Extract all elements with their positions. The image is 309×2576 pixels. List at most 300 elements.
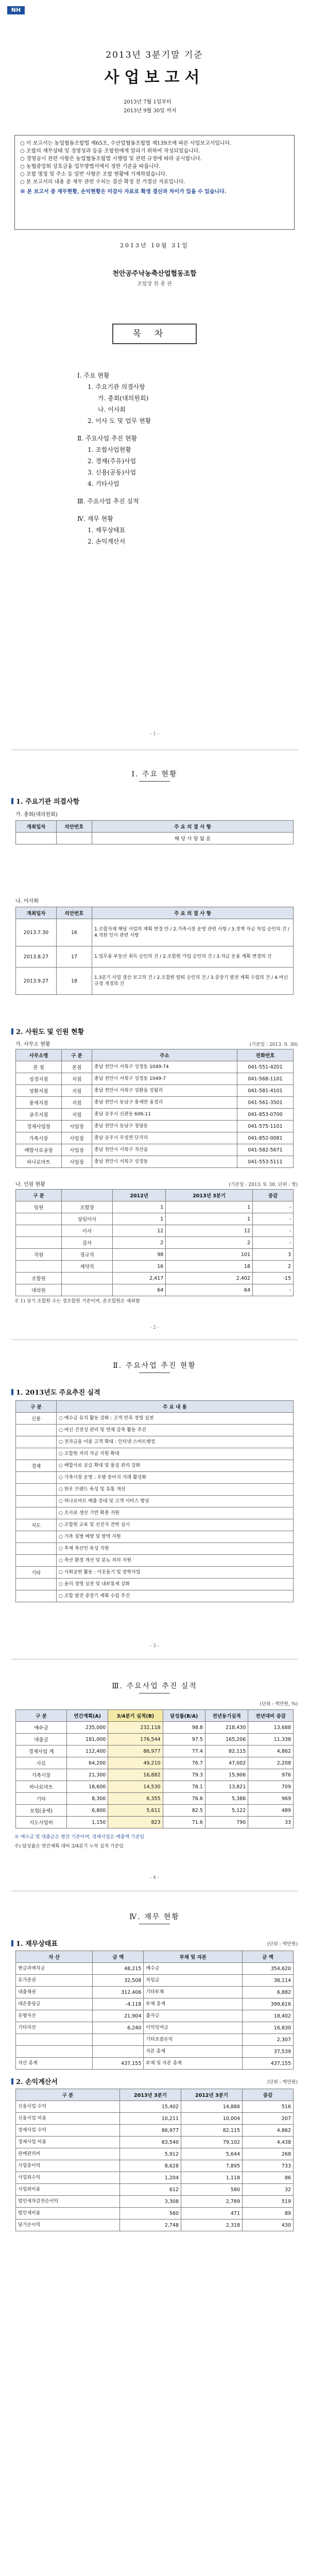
page-number: - 2 -: [150, 1325, 159, 1330]
table-cell: 1.조합자재 해당 사업의 계획 변경 안 / 2.가축시장 운영 관련 사항 / 3.정책 자금 차입 승인의 건 / 4.직원 인사 관련 사항: [92, 919, 294, 946]
table-cell: 37,539: [243, 2046, 294, 2058]
table-cell: 부채 총계: [144, 1998, 243, 2010]
table-cell: 경제사업 수익: [16, 2125, 120, 2137]
notice-box: [14, 135, 295, 230]
table-cell: 성환지점: [16, 1085, 62, 1097]
table-cell: 지점: [62, 1085, 92, 1097]
col-header: 의안번호: [57, 821, 92, 833]
table-cell: 상임이사: [62, 1213, 113, 1225]
table-row: [16, 1734, 294, 1745]
table-cell: 580: [181, 2184, 243, 2196]
table-cell: 보험(공제): [16, 1805, 67, 1817]
table-row: [16, 1998, 294, 2010]
table-cell: 2: [253, 1261, 294, 1273]
table-row: [16, 1963, 294, 1975]
table-cell: 14,886: [181, 2101, 243, 2113]
sub-heading: 가. 사무소 현황: [15, 1042, 50, 1047]
notice-note: ※ 본 보고서 중 재무현황, 손익현황은 미감사 자료로 확정 결산과 차이가 있을 수 있습니다.: [20, 189, 227, 195]
table-cell: 489: [248, 1805, 294, 1817]
table-cell: [16, 1531, 57, 1543]
table-cell: 충남 천안시 동남구 청당동: [92, 1121, 237, 1132]
table-cell: 정규직: [62, 1249, 113, 1261]
col-header: 개최일자: [16, 907, 57, 919]
toc-sub-item[interactable]: 4. 기타사업: [88, 480, 119, 487]
table-cell: 13,821: [205, 1781, 248, 1793]
table-cell: 예수금: [16, 1722, 67, 1734]
table-cell: 사업장: [62, 1144, 92, 1156]
table-row: [16, 1975, 294, 1987]
table-cell: 268: [243, 2148, 294, 2160]
table-cell: 6,800: [67, 1805, 108, 1817]
table-row: [16, 1579, 294, 1590]
table-cell: -: [253, 1213, 294, 1225]
table-cell: 399,616: [243, 1998, 294, 2010]
table-cell: [16, 2034, 93, 2046]
table-cell: 64: [113, 1284, 166, 1296]
table-cell: 516: [243, 2101, 294, 2113]
table-cell: ○ 후계 축산인 육성 지원: [57, 1543, 294, 1555]
table-cell: 437,155: [93, 2058, 144, 2070]
table-cell: 165,206: [205, 1734, 248, 1745]
table-cell: 041-852-0081: [237, 1132, 294, 1144]
col-header: 주 요 의 결 사 항: [92, 907, 294, 919]
table-cell: 12: [113, 1225, 166, 1237]
table-cell: 법인세차감전순이익: [16, 2196, 120, 2208]
toc-sub-item[interactable]: 가. 총회(대의원회): [98, 395, 149, 402]
table-cell: 대손충당금: [16, 1998, 93, 2010]
toc-main-item[interactable]: Ⅲ. 주요사업 추진 실적: [77, 498, 139, 505]
section-title: Ⅰ. 주요 현황: [131, 770, 178, 778]
table-cell: 충남 천안시 서북구 성정동 1049-74: [92, 1061, 237, 1073]
table-cell: 사업장: [62, 1156, 92, 1168]
table-cell: 4,862: [243, 2125, 294, 2137]
subsection-heading: 1. 2013년도 주요추진 실적: [11, 1387, 100, 1397]
table-cell: 79,102: [181, 2137, 243, 2148]
table-cell: [16, 1425, 57, 1436]
col-header: 자 산: [16, 1951, 93, 1963]
col-header: 주소: [92, 1049, 237, 1061]
col-header: 주 요 의 결 사 항: [92, 821, 294, 833]
cover-meta-line: 2013년 7월 1일부터: [124, 99, 171, 105]
table-cell: 16,830: [243, 2022, 294, 2034]
col-header: 금 액: [93, 1951, 144, 1963]
toc-sub-item[interactable]: 1. 주요기관 의결사항: [88, 383, 145, 391]
table-cell: 출자금: [144, 2010, 243, 2022]
table-cell: -4,118: [93, 1998, 144, 2010]
table-cell: 경제: [16, 1460, 57, 1472]
table-cell: 이사: [62, 1225, 113, 1237]
toc-main-item[interactable]: Ⅱ. 주요사업 추진 현황: [77, 435, 138, 442]
table-cell: 2013.8.27: [16, 946, 57, 968]
col-header: 전년대비 증감: [248, 1710, 294, 1722]
table-cell: 6,240: [93, 2022, 144, 2034]
table-cell: 82.5: [163, 1805, 205, 1817]
table-cell: [16, 1448, 57, 1460]
table-cell: 18: [166, 1261, 253, 1273]
board-meeting-table: [15, 907, 294, 995]
col-header: 구 분: [16, 2089, 120, 2101]
table-cell: 48,215: [93, 1963, 144, 1975]
table-cell: 16,882: [108, 1769, 163, 1781]
table-row: [16, 919, 294, 946]
table-row: [16, 1273, 294, 1284]
subsection-heading: 2. 사원도 및 인원 현황: [11, 1026, 84, 1036]
table-cell: 14,530: [108, 1781, 163, 1793]
table-row: [16, 1261, 294, 1273]
table-cell: ○ 조합원 저리 자금 지원 확대: [57, 1448, 294, 1460]
page-number: - 1 -: [150, 732, 159, 737]
table-row: [16, 1213, 294, 1225]
notice-line: ○ 이 보고서는 농업협동조합법 제65조, 수산업협동조합법 제139조에 따른 사업보고서입니다.: [20, 141, 232, 146]
footnote: 주 1) 상기 조합원 수는 정조합원 기준이며, 준조합원은 제외함: [14, 1299, 140, 1304]
table-cell: [16, 1484, 57, 1496]
table-cell: [16, 1590, 57, 1602]
table-cell: 경제사업 비용: [16, 2137, 120, 2148]
table-cell: 법인세비용: [16, 2208, 120, 2219]
table-cell: 16: [57, 919, 92, 946]
table-cell: 경제사업 계: [16, 1745, 67, 1757]
table-row: [16, 1781, 294, 1793]
table-cell: 1.업무용 부동산 취득 승인의 건 / 2.조합원 가입 승인의 건 / 3.자금 운용 계획 변경의 건: [92, 946, 294, 968]
notice-line: ○ 조합 명칭 및 주소 등 일반 사항은 조합 현황에 기재하였습니다.: [20, 172, 167, 177]
table-cell: 041-551-4201: [237, 1061, 294, 1073]
table-cell: 사업총이익: [16, 2160, 120, 2172]
table-cell: [62, 1273, 113, 1284]
table-row: [16, 2113, 294, 2125]
organization-name: 천안공주낙농축산업협동조합: [112, 270, 197, 278]
notice-line: ○ 조합의 재무상태 및 경영성과 등을 조합원에게 알리기 위하여 작성되었습니다.: [20, 148, 200, 154]
table-row: [16, 1567, 294, 1579]
table-cell: 32: [243, 2184, 294, 2196]
table-cell: 2,748: [120, 2219, 181, 2231]
notice-line: ○ 경영공시 관련 사항은 농업협동조합법 시행령 및 관련 규정에 따라 공시합니다.: [20, 156, 202, 162]
table-cell: 3: [253, 1249, 294, 1261]
table-cell: ○ 배합사료 공급 확대 및 품질 관리 강화: [57, 1460, 294, 1472]
toc-main-item[interactable]: Ⅳ. 재무 현황: [77, 515, 113, 522]
table-cell: ○ 가축시장 운영 : 우량 송아지 거래 활성화: [57, 1472, 294, 1484]
achievements-table: [15, 1400, 294, 1602]
table-cell: 21,904: [93, 2010, 144, 2022]
table-row: [16, 1745, 294, 1757]
table-cell: 충남 천안시 동남구 풍세면 용정리: [92, 1097, 237, 1109]
table-cell: 218,430: [205, 1722, 248, 1734]
table-cell: [16, 1555, 57, 1567]
table-cell: 지도: [16, 1519, 57, 1531]
table-cell: 5,122: [205, 1805, 248, 1817]
table-cell: 사료: [16, 1757, 67, 1769]
table-cell: 3,308: [120, 2196, 181, 2208]
table-cell: 현금과예치금: [16, 1963, 93, 1975]
table-cell: ○ 조합 발전 중장기 계획 수립 추진: [57, 1590, 294, 1602]
table-cell: [16, 1225, 62, 1237]
table-cell: 041-581-4101: [237, 1085, 294, 1097]
table-cell: [16, 1472, 57, 1484]
col-header: 2013년 3분기: [120, 2089, 181, 2101]
table-cell: 16: [113, 1261, 166, 1273]
col-header: 금 액: [243, 1951, 294, 1963]
table-cell: 12: [166, 1225, 253, 1237]
toc-sub-item[interactable]: 1. 조합사업현황: [88, 446, 131, 453]
col-header: 증감: [243, 2089, 294, 2101]
sub-heading: 가. 총회(대의원회): [15, 812, 58, 818]
table-cell: 17: [57, 946, 92, 968]
table-cell: 101: [166, 1249, 253, 1261]
table-cell: 1: [113, 1213, 166, 1225]
table-cell: 기타자산: [16, 2022, 93, 2034]
col-header: 주 요 내 용: [57, 1401, 294, 1413]
table-row: [16, 2148, 294, 2160]
table-row: [16, 1987, 294, 1998]
table-cell: 790: [205, 1817, 248, 1828]
table-row: [16, 2034, 294, 2046]
page-number: - 4 -: [150, 1875, 159, 1880]
unit-label: (단위 : 백만원): [267, 1942, 298, 1947]
table-cell: 임원: [16, 1201, 62, 1213]
col-header: 전년동기실적: [205, 1710, 248, 1722]
table-cell: [16, 1507, 57, 1519]
table-row: [16, 1793, 294, 1805]
table-cell: 519: [243, 2196, 294, 2208]
table-cell: 감사: [62, 1237, 113, 1249]
table-cell: 해 당 사 항 없 음: [92, 833, 294, 844]
table-cell: 당기순이익: [16, 2219, 120, 2231]
table-cell: 가축시장: [16, 1132, 62, 1144]
table-cell: 사업장: [62, 1132, 92, 1144]
col-header: 증감: [253, 1190, 294, 1201]
table-row: [16, 1472, 294, 1484]
table-cell: ○ 가축 질병 예방 및 방역 지원: [57, 1531, 294, 1543]
table-cell: ○ 축산 환경 개선 및 분뇨 처리 지원: [57, 1555, 294, 1567]
cover-meta-line: 2013년 9월 30일 까지: [124, 108, 177, 114]
table-cell: 041-553-5111: [237, 1156, 294, 1168]
table-cell: 312,406: [93, 1987, 144, 1998]
table-cell: 354,620: [243, 1963, 294, 1975]
col-header: 개최일자: [16, 821, 57, 833]
performance-table: [15, 1709, 294, 1828]
table-cell: ○ 윤리 경영 실천 및 내부통제 강화: [57, 1579, 294, 1590]
table-cell: 1: [166, 1213, 253, 1225]
toc-sub-item[interactable]: 3. 신용(공동)사업: [88, 469, 136, 476]
table-cell: 대출채권: [16, 1987, 93, 1998]
table-cell: -15: [253, 1273, 294, 1284]
footnote: 주) 달성률은 연간계획 대비 3/4분기 누적 실적 기준임: [14, 1844, 124, 1849]
toc-main-item[interactable]: Ⅰ. 주요 현황: [77, 372, 110, 379]
toc-sub-item[interactable]: 2. 경제(주유)사업: [88, 457, 136, 465]
table-cell: 경제사업장: [16, 1121, 62, 1132]
table-cell: 82,115: [205, 1745, 248, 1757]
page-number: - 3 -: [150, 1643, 159, 1649]
table-cell: [93, 2046, 144, 2058]
section-title: Ⅲ. 주요사업 추진 실적: [112, 1682, 197, 1690]
table-cell: 97.5: [163, 1734, 205, 1745]
table-cell: 2,417: [113, 1273, 166, 1284]
table-cell: 207: [243, 2113, 294, 2125]
table-cell: 지점: [62, 1073, 92, 1085]
table-cell: 본 점: [16, 1061, 62, 1073]
table-cell: 83,540: [120, 2137, 181, 2148]
table-row: [16, 1249, 294, 1261]
table-cell: ○ 조합원 교육 및 선진지 견학 실시: [57, 1519, 294, 1531]
table-cell: 041-575-1101: [237, 1121, 294, 1132]
table-row: [16, 2046, 294, 2058]
table-cell: 사업외수익: [16, 2172, 120, 2184]
table-cell: 33: [248, 1817, 294, 1828]
table-cell: 부채 및 자본 총계: [144, 2058, 243, 2070]
table-cell: 18,402: [243, 2010, 294, 2022]
representative: 조합장 원 종 관: [137, 281, 172, 287]
table-cell: [16, 1543, 57, 1555]
table-cell: 15,402: [120, 2101, 181, 2113]
table-cell: 112,400: [67, 1745, 108, 1757]
toc-sub-item[interactable]: 2. 손익계산서: [88, 538, 126, 545]
table-cell: 64: [166, 1284, 253, 1296]
table-cell: 232,118: [108, 1722, 163, 1734]
col-header: 전화번호: [237, 1049, 294, 1061]
table-cell: 1,118: [181, 2172, 243, 2184]
table-cell: [16, 1496, 57, 1507]
sub-heading: 나. 인원 현황: [15, 1182, 45, 1188]
table-cell: 2,318: [181, 2219, 243, 2231]
table-cell: 계약직: [62, 1261, 113, 1273]
table-cell: 2: [166, 1237, 253, 1249]
table-cell: 8,628: [120, 2160, 181, 2172]
table-cell: 2,208: [248, 1757, 294, 1769]
table-row: [16, 1543, 294, 1555]
col-header: 사무소명: [16, 1049, 62, 1061]
table-row: [16, 2058, 294, 2070]
table-row: [16, 1757, 294, 1769]
table-cell: 1,204: [120, 2172, 181, 2184]
table-row: [16, 1817, 294, 1828]
table-cell: -: [253, 1225, 294, 1237]
table-row: [16, 946, 294, 968]
unit-label: (단위 : 백만원, %): [260, 1702, 298, 1707]
table-cell: 176,544: [108, 1734, 163, 1745]
table-cell: 18,600: [67, 1781, 108, 1793]
unit-label: (단위 : 백만원): [267, 2080, 298, 2085]
table-cell: 89: [243, 2208, 294, 2219]
table-row: [16, 1519, 294, 1531]
table-cell: ○ 조사료 생산 기반 확충 지원: [57, 1507, 294, 1519]
table-row: [16, 1413, 294, 1425]
table-cell: 예수금: [144, 1963, 243, 1975]
table-cell: 823: [108, 1817, 163, 1828]
table-cell: 78.1: [163, 1781, 205, 1793]
table-cell: 11,338: [248, 1734, 294, 1745]
table-cell: 판매관리비: [16, 2148, 120, 2160]
table-cell: 471: [181, 2208, 243, 2219]
table-row: [16, 1531, 294, 1543]
table-cell: ○ 여신 건전성 관리 및 연체 감축 활동 추진: [57, 1425, 294, 1436]
table-row: [16, 1484, 294, 1496]
table-cell: 지점: [62, 1109, 92, 1121]
table-cell: 38,114: [243, 1975, 294, 1987]
table-row: [16, 1237, 294, 1249]
table-row: [16, 1144, 294, 1156]
table-cell: 사업외비용: [16, 2184, 120, 2196]
table-cell: 이익잉여금: [144, 2022, 243, 2034]
table-cell: 하나로마트: [16, 1781, 67, 1793]
table-cell: ○ 사회공헌 활동 : 이웃돕기 및 장학사업: [57, 1567, 294, 1579]
toc-heading: 목차: [112, 324, 197, 344]
income-statement-table: [15, 2089, 294, 2231]
table-cell: [93, 2034, 144, 2046]
table-row: [16, 1225, 294, 1237]
table-cell: 성정지점: [16, 1073, 62, 1085]
table-row: [16, 1555, 294, 1567]
table-cell: 86,977: [108, 1745, 163, 1757]
table-cell: 기타: [16, 1793, 67, 1805]
table-row: [16, 1496, 294, 1507]
table-cell: ○ 한우 브랜드 육성 및 유통 개선: [57, 1484, 294, 1496]
general-meeting-table: [15, 820, 294, 844]
table-cell: 5,644: [181, 2148, 243, 2160]
table-cell: 430: [243, 2219, 294, 2231]
table-cell: 041-853-0700: [237, 1109, 294, 1121]
table-cell: 충남 천안시 서북구 직산읍: [92, 1144, 237, 1156]
table-cell: [16, 1261, 62, 1273]
table-row: [16, 2101, 294, 2113]
table-cell: 47,002: [205, 1757, 248, 1769]
title-underline: [139, 1372, 170, 1373]
table-cell: 79.3: [163, 1769, 205, 1781]
table-cell: 5,912: [120, 2148, 181, 2160]
table-cell: 7,895: [181, 2160, 243, 2172]
toc-sub-item[interactable]: 나. 이사회: [98, 406, 126, 413]
table-cell: 2013.7.30: [16, 919, 57, 946]
col-header: 2012년: [113, 1190, 166, 1201]
table-cell: 041-561-3501: [237, 1097, 294, 1109]
table-cell: 560: [120, 2208, 181, 2219]
table-row: [16, 1507, 294, 1519]
table-cell: 98: [113, 1249, 166, 1261]
table-cell: 충남 천안시 서북구 성환읍 성월리: [92, 1085, 237, 1097]
table-cell: 1: [166, 1201, 253, 1213]
table-cell: 86,977: [120, 2125, 181, 2137]
table-row: [16, 1121, 294, 1132]
toc-sub-item[interactable]: 2. 이사 도 및 업무 현황: [88, 417, 151, 425]
table-cell: 1,150: [67, 1817, 108, 1828]
office-table: [15, 1049, 294, 1168]
table-cell: 2,307: [243, 2034, 294, 2046]
section-title: Ⅳ. 재무 현황: [129, 1913, 180, 1921]
table-cell: 041-582-5671: [237, 1144, 294, 1156]
table-cell: 하나로마트: [16, 1156, 62, 1168]
table-cell: 969: [248, 1793, 294, 1805]
table-row: [16, 1769, 294, 1781]
table-cell: 풍세지점: [16, 1097, 62, 1109]
staff-table: [15, 1189, 294, 1296]
table-cell: 6,355: [108, 1793, 163, 1805]
table-cell: 2,789: [181, 2196, 243, 2208]
col-header: 2013년 3분기: [166, 1190, 253, 1201]
table-cell: 82,115: [181, 2125, 243, 2137]
table-cell: 21,300: [67, 1769, 108, 1781]
table-cell: [62, 1284, 113, 1296]
subsection-heading: 2. 손익계산서: [11, 2076, 58, 2086]
table-row: [16, 1061, 294, 1073]
table-row: [16, 1722, 294, 1734]
table-cell: 77.4: [163, 1745, 205, 1757]
table-cell: 사업장: [62, 1121, 92, 1132]
toc-sub-item[interactable]: 1. 재무상태표: [88, 527, 126, 534]
footnote: ※ 예수금 및 대출금은 평잔 기준이며, 경제사업은 매출액 기준임: [14, 1835, 145, 1840]
table-cell: 자산 총계: [16, 2058, 93, 2070]
table-cell: 유가증권: [16, 1975, 93, 1987]
col-header: 달성률(B/A): [163, 1710, 205, 1722]
table-cell: 10,004: [181, 2113, 243, 2125]
table-row: [16, 2184, 294, 2196]
